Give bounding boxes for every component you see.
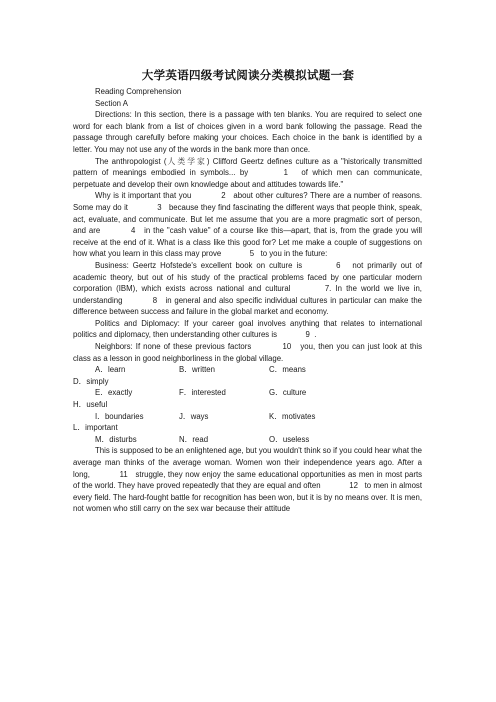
p6-text-c: to men in almost every field. The hard-fought battle for recognition has been won, but it is by no means over. It is men, not women who still carry on the sex war because their attitude xyxy=(73,481,422,514)
p4-text-b: . xyxy=(314,330,317,340)
p3-text-d: in general and also specific individual cultures in particular can make the difference between success and failure in the global market and economy. xyxy=(73,295,423,317)
p1-text-b: ) Clifford Geertz defines culture as a "historically transmitted pattern of meanings embodied in symbols... by xyxy=(73,156,422,178)
directions-paragraph: Directions: In this section, there is a passage with ten blanks. You are required to select one word for each blank from a list of choices given in a word bank following the passage. Read the passage through carefully before making your choices. Each choice in the bank is identified by a letter. You may not use any of the words in the bank more than once. xyxy=(73,110,422,154)
word-bank-row-2-wrap xyxy=(73,399,422,411)
word-bank-option-f: F．interested xyxy=(179,388,226,398)
word-bank-row-1 xyxy=(73,364,422,376)
word-bank-option-g: G．culture xyxy=(269,388,307,398)
word-bank-option-n: N．read xyxy=(179,434,209,444)
word-bank-option-l: L．important xyxy=(73,423,118,433)
word-bank-option-a: A．learn xyxy=(95,365,126,375)
word-bank-option-o: O．useless xyxy=(269,434,310,444)
page-title: 大学英语四级考试阅读分类模拟试题一套 xyxy=(141,68,355,82)
blank-5: 5 xyxy=(249,249,255,259)
p4-text-a: Politics and Diplomacy: If your career goal involves anything that relates to international politics and diplomacy, then understanding other cultures is xyxy=(73,318,422,340)
word-bank-row-2 xyxy=(73,387,422,399)
p6-text-b: struggle, they now enjoy the same educational opportunities as men in most parts of the world. They have proved repeatedly that they are equal and often xyxy=(73,469,423,491)
p2-text-c: because they find fascinating the different ways that people think, speak, act, evaluate, and communicate. But let me assume that you are a more pragmatic sort of person, and are xyxy=(73,202,423,236)
passage-paragraph-1 xyxy=(73,156,422,191)
word-bank-row-3-wrap xyxy=(73,422,422,434)
word-bank-option-i: I．boundaries xyxy=(95,411,144,421)
blank-7: 7 xyxy=(324,284,330,294)
p5-text-a: Neighbors: If none of these previous factors xyxy=(95,342,252,352)
blank-4: 4 xyxy=(131,226,136,236)
blank-11: 11 xyxy=(119,469,128,479)
passage-paragraph-4 xyxy=(73,318,422,341)
p2-text-d: in the "cash value" of a course like this—apart, that is, from the grade you will receive at the end of it. What is a class like this good for? Let me make a couple of suggestions on how what you learn in this class may prove xyxy=(73,226,423,259)
word-bank-option-m: M．disturbs xyxy=(95,434,137,444)
passage-paragraph-2 xyxy=(73,190,422,260)
p1-text-c: of which men can communicate, perpetuate and develop their own knowledge about and attitudes towards life." xyxy=(73,168,423,189)
blank-12: 12 xyxy=(349,481,358,491)
word-bank-row-4 xyxy=(73,434,422,446)
blank-9: 9 xyxy=(305,330,310,340)
p2-text-b: about other cultures? There are a number of reasons. Some may do it xyxy=(73,191,423,212)
word-bank-option-k: K．motivates xyxy=(269,411,316,421)
word-bank-option-c: C．means xyxy=(269,365,306,375)
blank-1: 1 xyxy=(283,168,288,178)
word-bank-option-e: E．exactly xyxy=(95,388,133,398)
word-bank-row-1-wrap xyxy=(73,376,422,388)
blank-6: 6 xyxy=(336,260,341,270)
p1-text-a: The anthropologist ( xyxy=(95,156,167,166)
p3-text-c: . In the world we live in, understanding xyxy=(73,284,422,305)
document-body xyxy=(73,86,422,515)
blank-3: 3 xyxy=(157,202,162,212)
word-bank-option-b: B．written xyxy=(179,365,215,375)
p3-text-a: Business: Geertz Hofstede's excellent book on culture is xyxy=(95,260,303,270)
p5-text-b: you, then you can just look at this class as a lesson in good neighborliness in the global village. xyxy=(73,342,423,363)
word-bank xyxy=(73,364,422,445)
passage-paragraph-5 xyxy=(73,341,422,364)
p3-text-b: not primarily out of academic theory, but out of his study of the practical problems faced by one particular modern corporation (IBM), which exists across national and cultural xyxy=(73,260,422,294)
p6-text-a: This is supposed to be an enlightened age, but you wouldn't think so if you could hear what the average man thinks of the average woman. Women won their independence years ago. After a long, xyxy=(73,446,423,479)
heading-section-a: Section A xyxy=(95,98,128,108)
heading-reading-comprehension: Reading Comprehension xyxy=(95,87,182,96)
blank-8: 8 xyxy=(152,295,158,305)
word-bank-option-j: J．ways xyxy=(179,411,209,421)
passage-paragraph-6 xyxy=(73,445,422,515)
word-bank-row-3 xyxy=(73,411,422,423)
p2-text-a: Why is it important that you xyxy=(95,191,192,201)
passage-paragraph-3 xyxy=(73,260,422,318)
p2-text-e: to you in the future: xyxy=(260,249,328,259)
blank-10: 10 xyxy=(282,342,292,352)
word-bank-option-d: D．simply xyxy=(73,376,109,386)
word-bank-option-h: H．useful xyxy=(73,400,108,410)
blank-2: 2 xyxy=(221,191,226,201)
p1-chinese-gloss: 人类学家 xyxy=(166,156,207,166)
